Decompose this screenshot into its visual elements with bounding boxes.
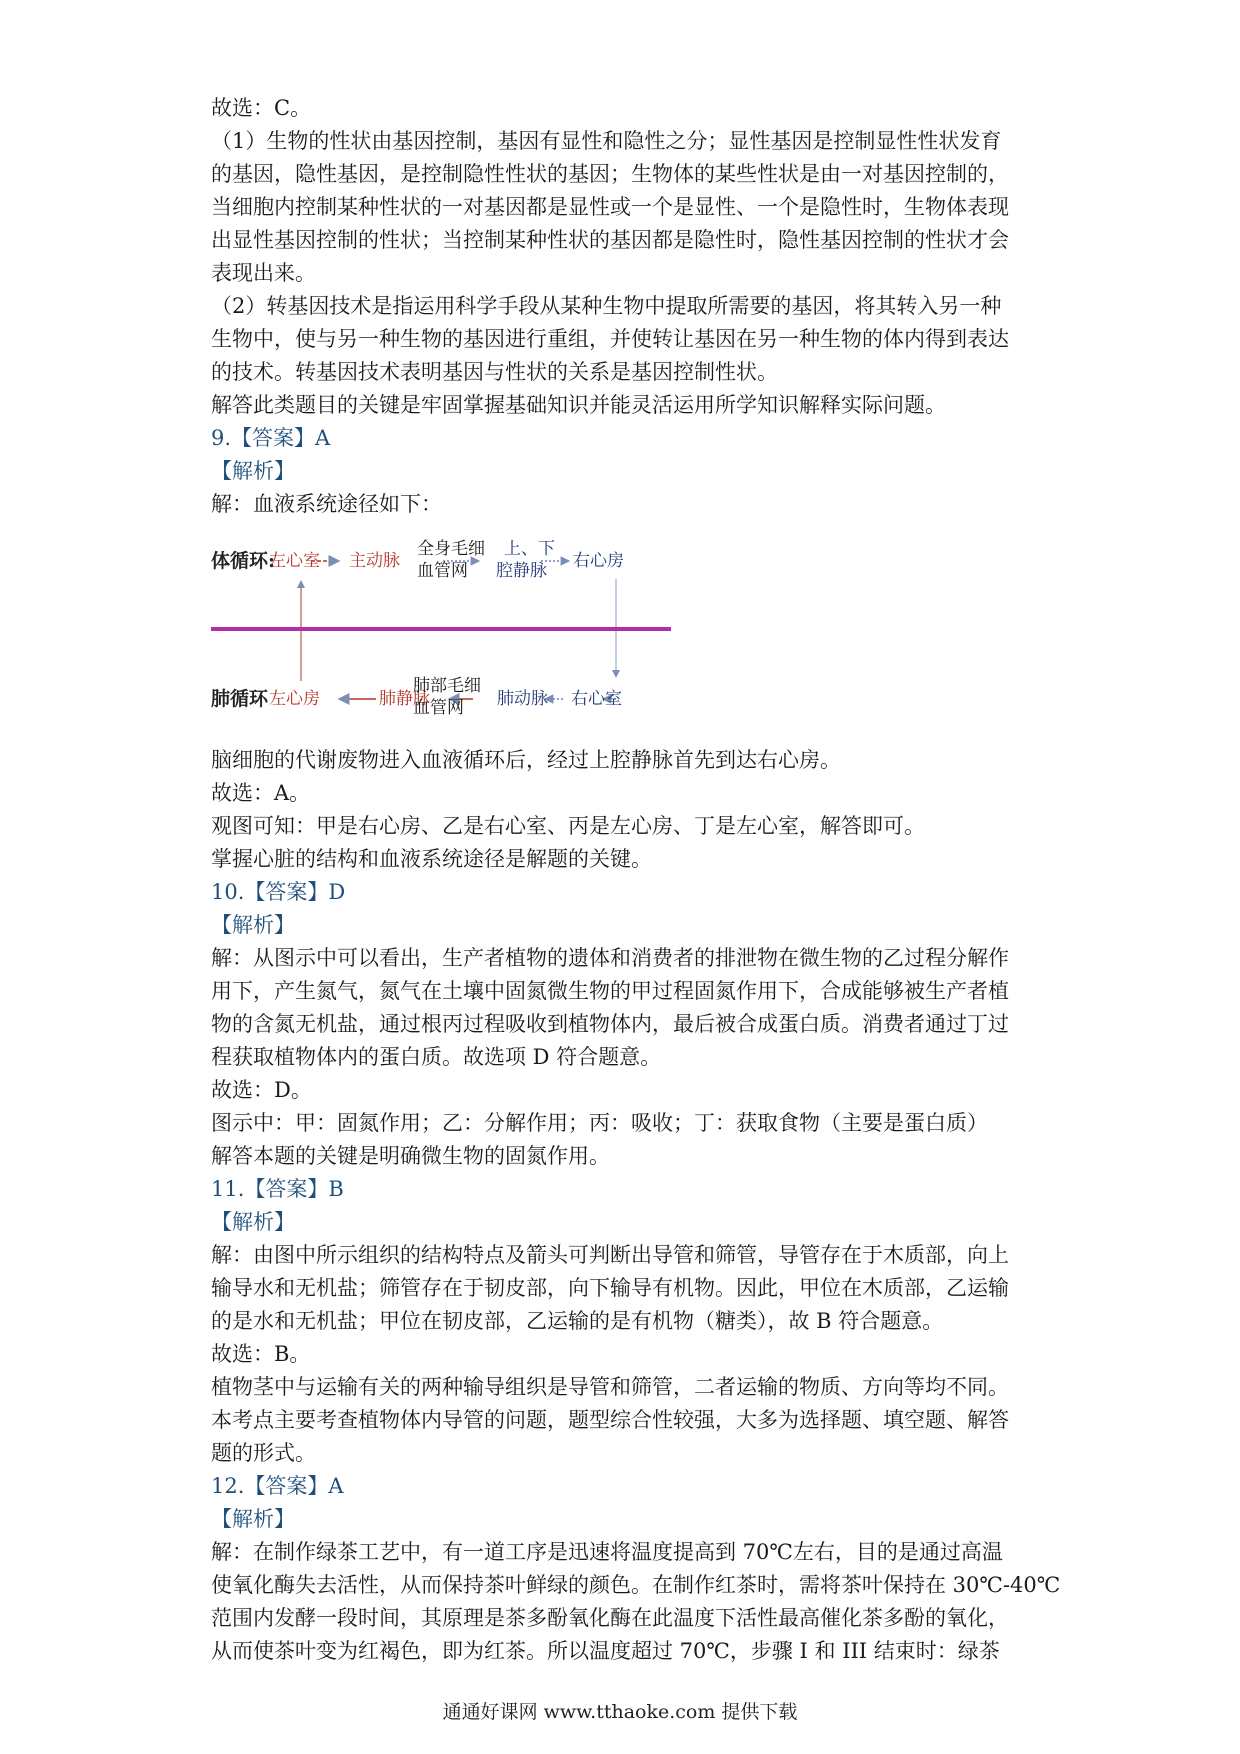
analysis-label: 【解析】: [211, 913, 295, 937]
text-line: 故选：B。: [211, 1342, 311, 1366]
answer-header-q12: [211, 1470, 1071, 1503]
text-line: （1）生物的性状由基因控制，基因有显性和隐性之分；显性基因是控制显性性状发育: [211, 129, 1002, 153]
text-line: 脑细胞的代谢废物进入血液循环后，经过上腔静脉首先到达右心房。: [211, 748, 841, 772]
text-line: 观图可知：甲是右心房、乙是右心室、丙是左心房、丁是左心室，解答即可。: [211, 814, 925, 838]
text-line: 用下，产生氮气，氮气在土壤中固氮微生物的甲过程固氮作用下，合成能够被生产者植: [211, 979, 1009, 1003]
text-line: 故选：C。: [211, 96, 312, 120]
text-line: 本考点主要考查植物体内导管的问题，题型综合性较强，大多为选择题、填空题、解答: [211, 1408, 1009, 1432]
text-line: 物的含氮无机盐，通过根丙过程吸收到植物体内，最后被合成蛋白质。消费者通过丁过: [211, 1012, 1009, 1036]
analysis-label: 【解析】: [211, 459, 295, 483]
vena-cava-label: 上、下: [504, 539, 555, 559]
text-line: （2）转基因技术是指运用科学手段从某种生物中提取所需要的基因，将其转入另一种: [211, 294, 1002, 318]
lung-capillaries-label: 肺部毛细: [413, 676, 481, 696]
answer-label: 【答案】: [244, 880, 329, 904]
document-body: [211, 92, 1071, 1668]
body-capillaries-label: 全身毛细: [417, 539, 485, 559]
text-line: 图示中：甲：固氮作用；乙：分解作用；丙：吸收；丁：获取食物（主要是蛋白质）: [211, 1111, 988, 1135]
text-line: 的基因，隐性基因，是控制隐性性状的基因；生物体的某些性状是由一对基因控制的，: [211, 162, 1009, 186]
answer-value: B: [328, 1177, 344, 1201]
right-atrium-label: 右心房: [573, 551, 624, 571]
question-number: 10.: [211, 880, 245, 904]
text-line: 植物茎中与运输有关的两种输导组织是导管和筛管，二者运输的物质、方向等均不同。: [211, 1375, 1009, 1399]
text-line: 掌握心脏的结构和血液系统途径是解题的关键。: [211, 847, 652, 871]
text-line: 输导水和无机盐；筛管存在于韧皮部，向下输导有机物。因此，甲位在木质部，乙运输: [211, 1276, 1009, 1300]
text-line: 出显性基因控制的性状；当控制某种性状的基因都是隐性时，隐性基因控制的性状才会: [211, 228, 1009, 252]
text-line: 从而使茶叶变为红褐色，即为红茶。所以温度超过 70℃，步骤 I 和 III 结束时：绿茶: [211, 1639, 1000, 1663]
text-line: 解：由图中所示组织的结构特点及箭头可判断出导管和筛管，导管存在于木质部，向上: [211, 1243, 1009, 1267]
pulmonary-vein-label: 肺静脉: [379, 689, 430, 709]
analysis-label: 【解析】: [211, 1210, 295, 1234]
pulmonary-artery-label: 肺动脉: [497, 689, 548, 709]
right-ventricle-label: 右心室: [571, 689, 622, 709]
question-number: 11.: [211, 1177, 245, 1201]
text-line: 程获取植物体内的蛋白质。故选项 D 符合题意。: [211, 1045, 662, 1069]
answer-label: 【答案】: [244, 1474, 329, 1498]
text-line: 使氧化酶失去活性，从而保持茶叶鲜绿的颜色。在制作红茶时，需将茶叶保持在 30℃-40℃: [211, 1573, 1061, 1597]
answer-value: A: [328, 1474, 344, 1498]
page-footer: 通通好课网 www.tthaoke.com 提供下载: [442, 1701, 798, 1723]
text-line: 解答此类题目的关键是牢固掌握基础知识并能灵活运用所学知识解释实际问题。: [211, 393, 946, 417]
text-line: 解：在制作绿茶工艺中，有一道工序是迅速将温度提高到 70℃左右，目的是通过高温: [211, 1540, 1003, 1564]
answer-value: D: [328, 880, 346, 904]
text-line: 的是水和无机盐；甲位在韧皮部，乙运输的是有机物（糖类），故 B 符合题意。: [211, 1309, 944, 1333]
answer-value: A: [315, 426, 331, 450]
answer-label: 【答案】: [244, 1177, 329, 1201]
answer-header-q10: [211, 876, 1071, 909]
text-line: 故选：D。: [211, 1078, 312, 1102]
body-capillaries-label-2: 血管网: [417, 561, 468, 581]
answer-header-q11: [211, 1173, 1071, 1206]
text-line: 当细胞内控制某种性状的一对基因都是显性或一个是显性、一个是隐性时，生物体表现: [211, 195, 1009, 219]
text-line: 解答本题的关键是明确微生物的固氮作用。: [211, 1144, 610, 1168]
analysis-label: 【解析】: [211, 1507, 295, 1531]
text-line: 解：从图示中可以看出，生产者植物的遗体和消费者的排泄物在微生物的乙过程分解作: [211, 946, 1009, 970]
text-line: 范围内发酵一段时间，其原理是茶多酚氧化酶在此温度下活性最高催化茶多酚的氧化，: [211, 1606, 1009, 1630]
answer-label: 【答案】: [231, 426, 316, 450]
left-atrium-label: 左心房: [269, 689, 320, 709]
pulmonary-circulation-label: 肺循环: [211, 688, 269, 710]
question-number: 9.: [211, 426, 232, 450]
text-line: 的技术。转基因技术表明基因与性状的关系是基因控制性状。: [211, 360, 778, 384]
text-line: 题的形式。: [211, 1441, 316, 1465]
text-line: 表现出来。: [211, 261, 316, 285]
text-line: 故选：A。: [211, 781, 311, 805]
text-line: 生物中，使与另一种生物的基因进行重组，并使转让基因在另一种生物的体内得到表达: [211, 327, 1009, 351]
vena-cava-label-2: 腔静脉: [496, 561, 547, 581]
left-ventricle-label: 左心室: [269, 551, 320, 571]
answer-header-q9: [211, 422, 1071, 455]
aorta-label: 主动脉: [349, 551, 400, 571]
blood-circulation-diagram: [211, 531, 681, 736]
systemic-circulation-label: 体循环:: [211, 550, 276, 572]
text-line: 解：血液系统途径如下：: [211, 492, 442, 516]
question-number: 12.: [211, 1474, 245, 1498]
lung-capillaries-label-2: 血管网: [413, 698, 464, 718]
